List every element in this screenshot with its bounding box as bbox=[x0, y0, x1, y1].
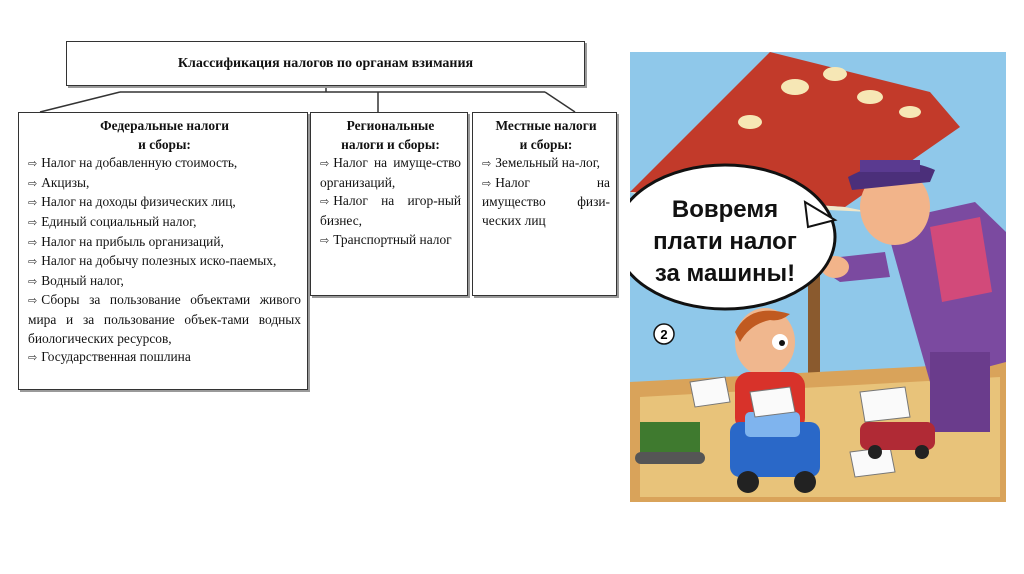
speech-line-3: за машины! bbox=[654, 260, 796, 287]
copyright-badge: 2 bbox=[660, 327, 668, 342]
arrow-icon: ⇨ bbox=[28, 294, 38, 308]
list-item: ⇨ Налог на добычу полезных иско-паемых, bbox=[28, 253, 277, 269]
list-item: ⇨ Налог на добавленную стоимость, bbox=[28, 155, 238, 171]
list-item: ⇨ Налог на доходы физических лиц, bbox=[28, 194, 236, 210]
regional-taxes-box bbox=[310, 112, 468, 296]
arrow-icon: ⇨ bbox=[28, 274, 38, 288]
arrow-icon: ⇨ bbox=[28, 351, 38, 365]
speech-line-1: Вовремя bbox=[671, 196, 779, 223]
list-item: ⇨ Акцизы, bbox=[28, 174, 90, 190]
speech-line-2: плати налог bbox=[653, 228, 797, 255]
federal-header: Федеральные налоги и сборы: bbox=[100, 118, 229, 152]
list-item: ⇨ Налог на имуще-ство организаций, bbox=[320, 155, 461, 190]
arrow-icon: ⇨ bbox=[28, 176, 38, 190]
list-item: ⇨ Налог на прибыль организаций, bbox=[28, 233, 224, 249]
list-item: ⇨ Земельный на-лог, bbox=[482, 155, 601, 171]
arrow-icon: ⇨ bbox=[320, 157, 330, 171]
arrow-icon: ⇨ bbox=[482, 176, 492, 190]
arrow-icon: ⇨ bbox=[28, 157, 38, 171]
list-item: ⇨ Водный налог, bbox=[28, 272, 124, 288]
arrow-icon: ⇨ bbox=[482, 157, 492, 171]
local-list bbox=[482, 154, 610, 230]
regional-header: Региональные налоги и сборы: bbox=[341, 118, 440, 152]
list-item: ⇨ Сборы за пользование объектами живого мира и за пользование объек-тами водных биологических ресурсов, bbox=[28, 292, 301, 346]
arrow-icon: ⇨ bbox=[320, 195, 330, 209]
list-item: ⇨ Государственная пошлина bbox=[28, 349, 191, 365]
federal-list bbox=[28, 154, 301, 368]
list-item: ⇨ Налог на имущество физи-ческих лиц bbox=[482, 174, 610, 228]
local-taxes-box bbox=[472, 112, 617, 296]
arrow-icon: ⇨ bbox=[320, 233, 330, 247]
arrow-icon: ⇨ bbox=[28, 196, 38, 210]
tax-cartoon-illustration bbox=[630, 52, 1006, 502]
diagram-title: Классификация налогов по органам взимания bbox=[66, 41, 585, 86]
list-item: ⇨ Налог на игор-ный бизнес, bbox=[320, 193, 461, 228]
federal-taxes-box bbox=[18, 112, 308, 390]
arrow-icon: ⇨ bbox=[28, 235, 38, 249]
local-header: Местные налоги и сборы: bbox=[495, 118, 597, 152]
arrow-icon: ⇨ bbox=[28, 255, 38, 269]
regional-list bbox=[320, 154, 461, 250]
list-item: ⇨ Единый социальный налог, bbox=[28, 213, 197, 229]
arrow-icon: ⇨ bbox=[28, 215, 38, 229]
list-item: ⇨ Транспортный налог bbox=[320, 231, 452, 247]
